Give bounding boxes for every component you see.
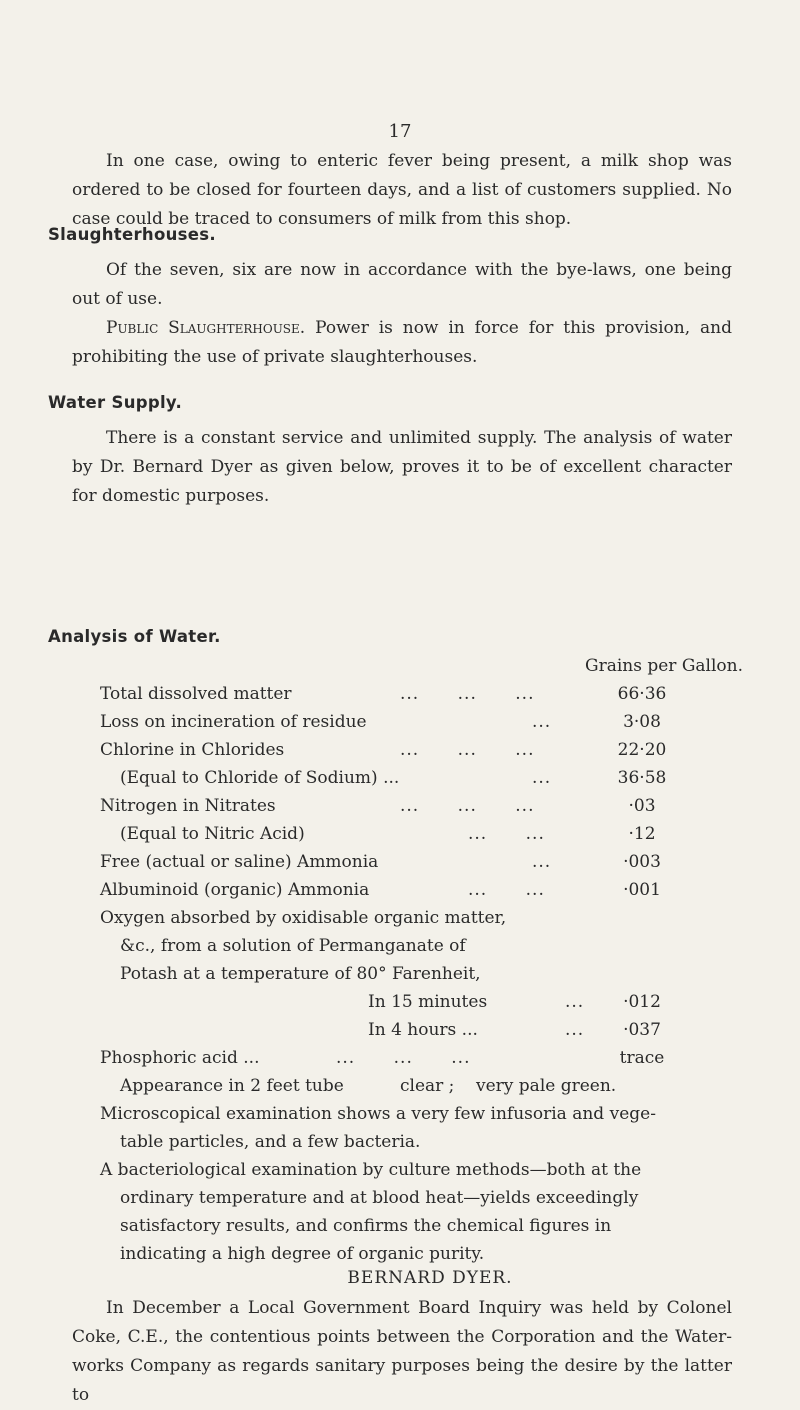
leader-dots: ... ... ... xyxy=(400,796,535,816)
analysis-row-label: Nitrogen in Nitrates xyxy=(100,796,276,816)
leader-dots: ... xyxy=(532,852,552,872)
phosphoric-label: Phosphoric acid ... xyxy=(100,1048,260,1068)
analysis-row xyxy=(0,736,800,764)
oxygen-row xyxy=(0,988,800,1016)
grains-column-header: Grains per Gallon. xyxy=(585,656,744,676)
leader-dots: ... xyxy=(565,1020,585,1040)
analysis-row-label: Loss on incineration of residue xyxy=(100,712,367,732)
slaughterhouses-paragraph: Of the seven, six are now in accordance with the bye-laws, one being out of use. xyxy=(72,260,732,309)
page-number: 17 xyxy=(388,121,412,142)
analysis-heading: Analysis of Water. xyxy=(48,627,221,646)
public-slaughterhouse-text: Power is now in force for this provision, and prohibiting the use of private slaughterhouses. xyxy=(72,318,732,367)
bacteriological-line: A bacteriological examination by culture methods—both at the xyxy=(100,1160,642,1180)
signature: BERNARD DYER. xyxy=(347,1268,513,1288)
leader-dots: ... xyxy=(532,768,552,788)
oxygen-row-label: In 15 minutes xyxy=(368,992,488,1012)
oxygen-row xyxy=(0,1016,800,1044)
oxygen-line: Potash at a temperature of 80° Farenheit, xyxy=(120,964,481,984)
microscopical-line: table particles, and a few bacteria. xyxy=(120,1132,421,1152)
oxygen-row-value: ·037 xyxy=(623,1020,661,1040)
public-slaughterhouse-title: Public Slaughterhouse. xyxy=(106,318,306,338)
analysis-row xyxy=(0,764,800,792)
leader-dots: ... ... xyxy=(468,824,545,844)
analysis-row-value: 36·58 xyxy=(617,768,667,788)
analysis-row-label: Total dissolved matter xyxy=(100,684,292,704)
analysis-row-label: Albuminoid (organic) Ammonia xyxy=(100,880,370,900)
phosphoric-value: trace xyxy=(619,1048,665,1068)
analysis-row-value: ·001 xyxy=(623,880,661,900)
analysis-row xyxy=(0,876,800,904)
milk-shop-paragraph: In one case, owing to enteric fever being present, a milk shop was ordered to be closed for fourteen days, and a list of customers supplied. No case could be traced to consumers of milk from this shop. xyxy=(72,151,732,229)
analysis-row xyxy=(0,848,800,876)
analysis-row-label: (Equal to Chloride of Sodium) ... xyxy=(120,768,400,788)
leader-dots: ... ... ... xyxy=(400,684,535,704)
analysis-row-value: ·12 xyxy=(628,824,656,844)
slaughterhouses-heading: Slaughterhouses. xyxy=(48,225,216,244)
analysis-row-value: ·003 xyxy=(623,852,661,872)
analysis-row-label: Free (actual or saline) Ammonia xyxy=(100,852,379,872)
inquiry-paragraph: In December a Local Government Board Inquiry was held by Colonel Coke, C.E., the contentious points between the Corporation and the Water-works Company as regards sanitary purposes being the desire by the latter to xyxy=(72,1298,732,1405)
analysis-row-label: (Equal to Nitric Acid) xyxy=(120,824,305,844)
analysis-row-value: 3·08 xyxy=(623,712,661,732)
bacteriological-line: ordinary temperature and at blood heat—yields exceedingly xyxy=(120,1188,639,1208)
leader-dots: ... xyxy=(565,992,585,1012)
analysis-row-label: Chlorine in Chlorides xyxy=(100,740,285,760)
analysis-row-value: ·03 xyxy=(628,796,656,816)
leader-dots: ... ... ... xyxy=(400,740,535,760)
oxygen-line: Oxygen absorbed by oxidisable organic matter, xyxy=(100,908,507,928)
microscopical-line: Microscopical examination shows a very few infusoria and vege- xyxy=(100,1104,656,1124)
water-supply-heading: Water Supply. xyxy=(48,393,183,412)
water-supply-paragraph: There is a constant service and unlimited supply. The analysis of water by Dr. Bernard Dyer as given below, proves it to be of excellent character for domestic purposes. xyxy=(72,428,732,506)
leader-dots: ... ... xyxy=(468,880,545,900)
analysis-row xyxy=(0,708,800,736)
bacteriological-line: indicating a high degree of organic purity. xyxy=(120,1244,485,1264)
analysis-row-value: 22·20 xyxy=(617,740,667,760)
appearance-label: Appearance in 2 feet tube xyxy=(120,1076,344,1096)
phosphoric-row xyxy=(0,1044,800,1072)
public-slaughterhouse-paragraph xyxy=(72,314,732,372)
analysis-row xyxy=(0,820,800,848)
analysis-row xyxy=(0,680,800,708)
appearance-row xyxy=(0,1072,800,1100)
analysis-row xyxy=(0,792,800,820)
analysis-row-value: 66·36 xyxy=(617,684,667,704)
oxygen-row-value: ·012 xyxy=(623,992,661,1012)
bacteriological-line: satisfactory results, and confirms the chemical figures in xyxy=(120,1216,612,1236)
appearance-clear: clear ; xyxy=(400,1076,455,1096)
leader-dots: ... ... ... xyxy=(336,1048,471,1068)
oxygen-line: &c., from a solution of Permanganate of xyxy=(120,936,466,956)
leader-dots: ... xyxy=(532,712,552,732)
appearance-value: very pale green. xyxy=(476,1076,617,1096)
oxygen-row-label: In 4 hours ... xyxy=(368,1020,478,1040)
